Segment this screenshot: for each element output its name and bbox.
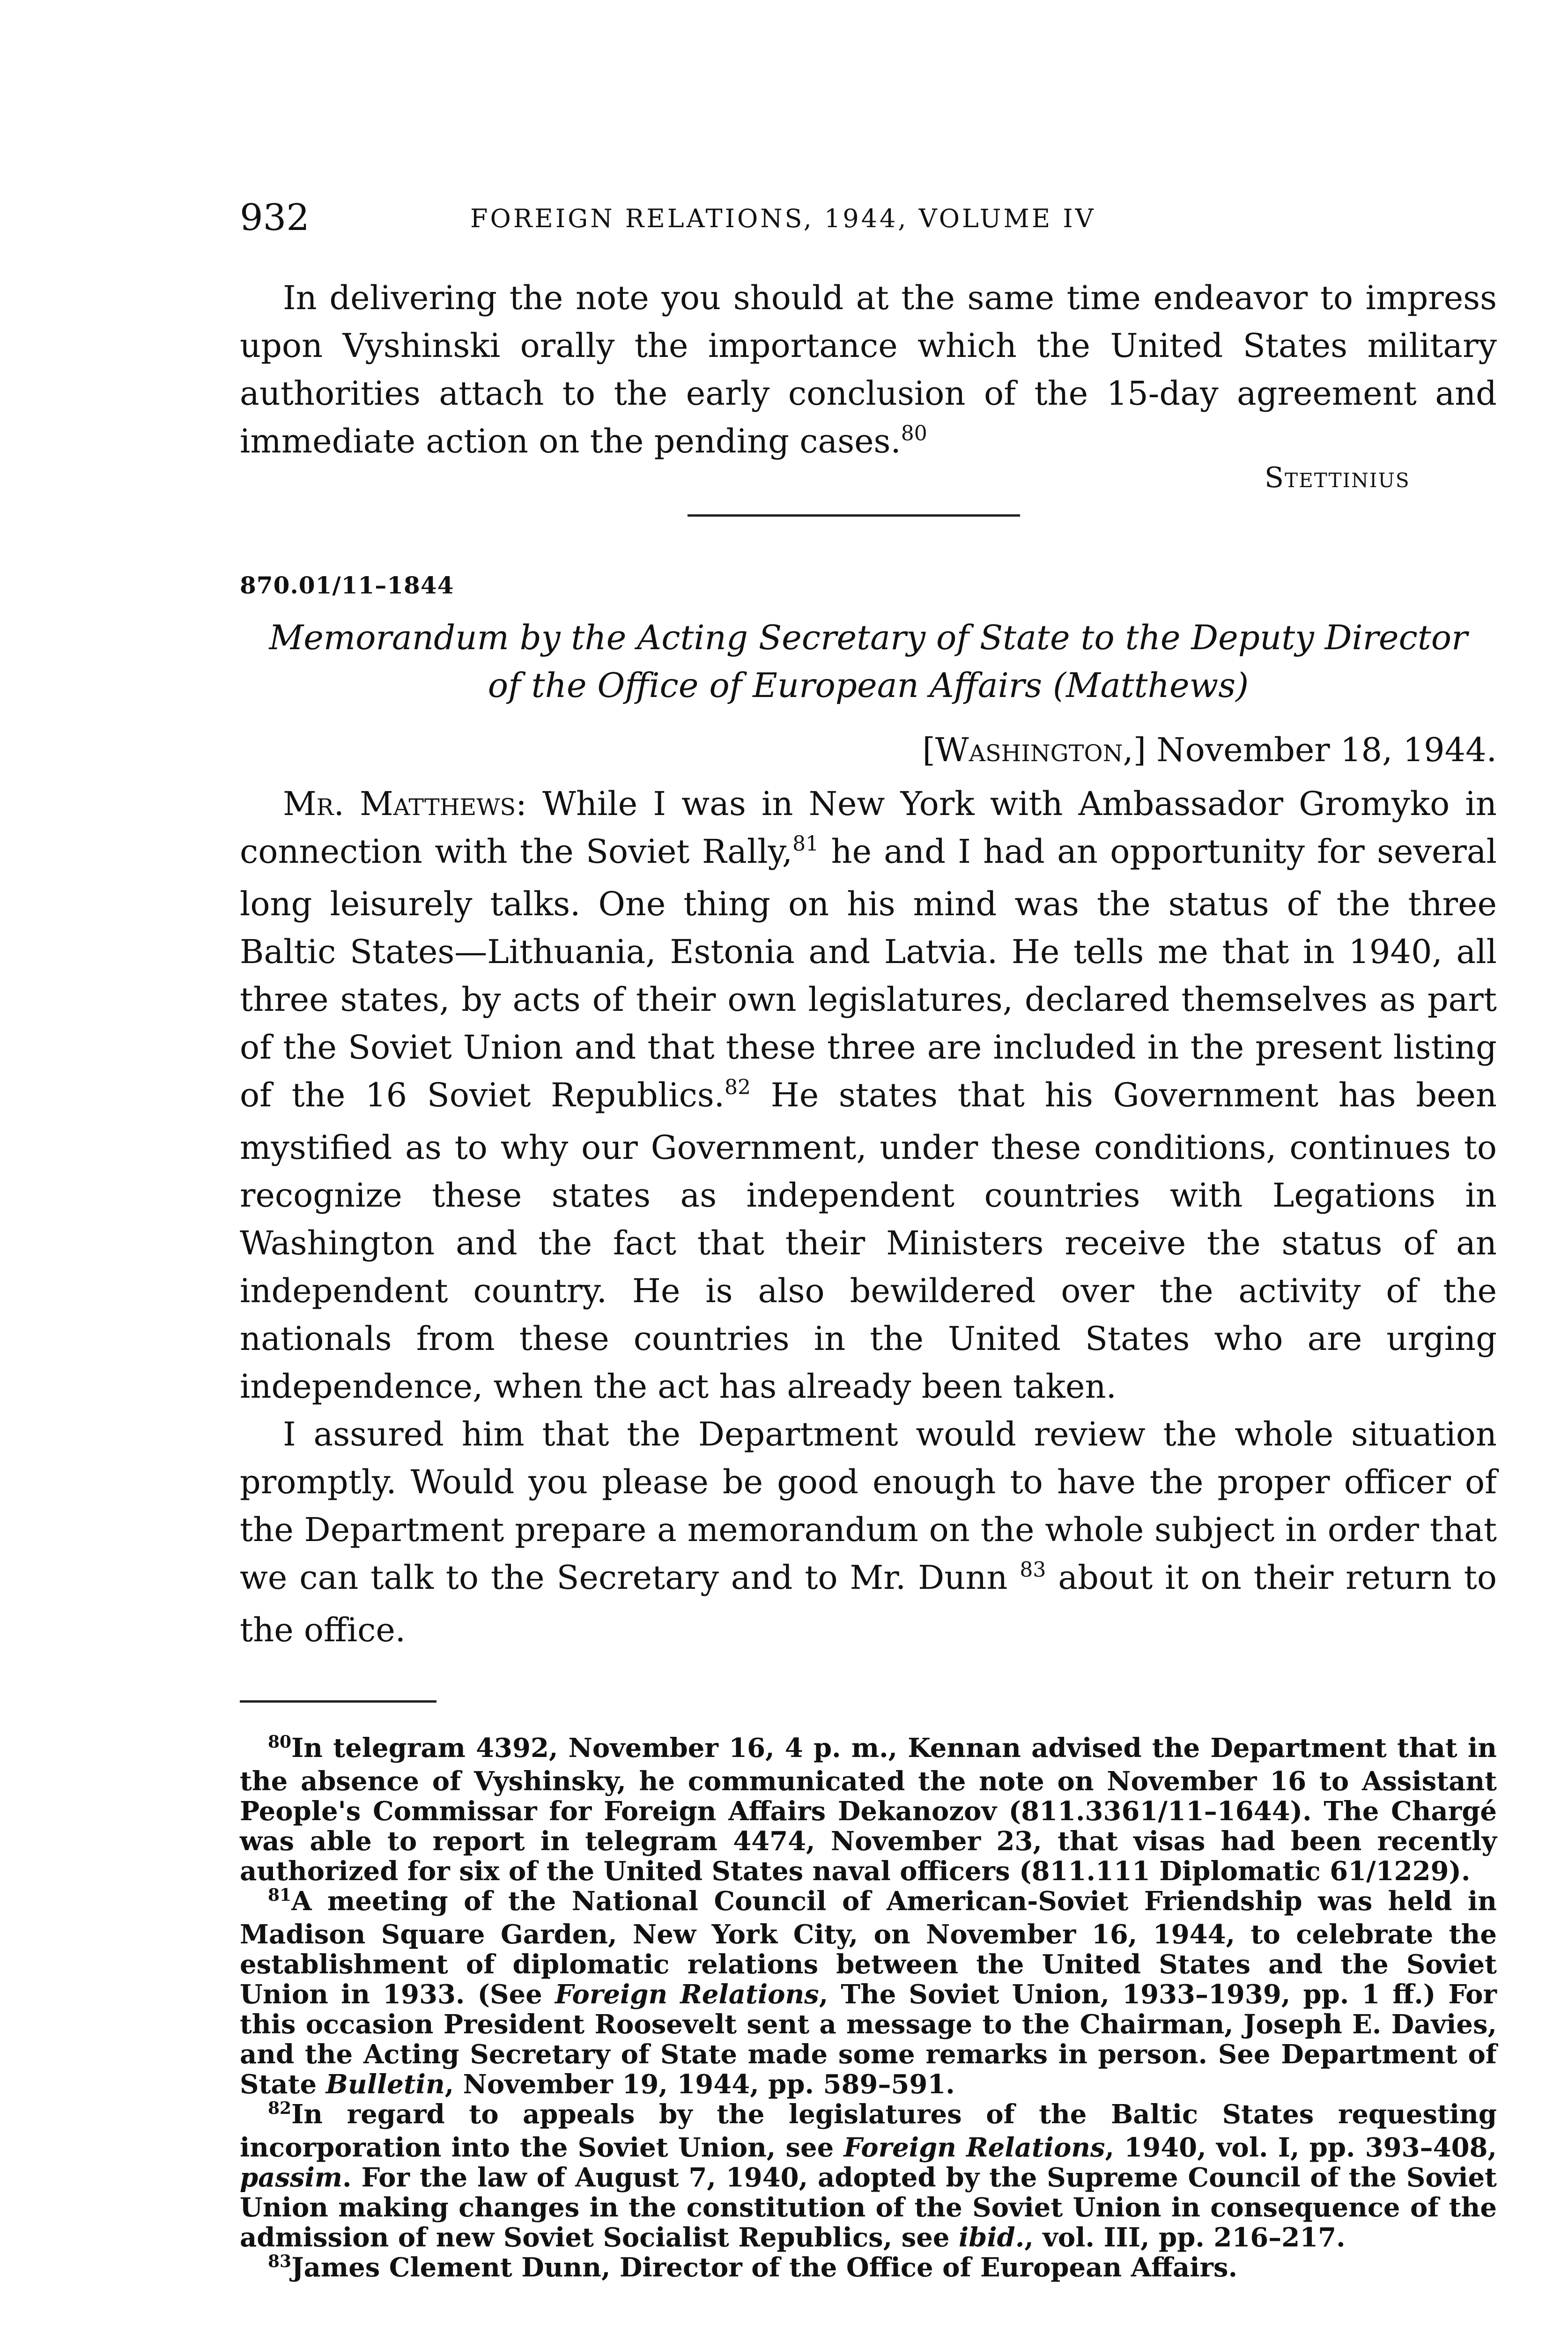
- previous-document-closing: [240, 274, 1497, 470]
- dateline: [922, 731, 1497, 769]
- footnote-number: 82: [268, 2098, 292, 2118]
- body-paragraph-1: [240, 780, 1497, 1410]
- closing-paragraph: [240, 274, 1497, 470]
- footnote-rule: [240, 1700, 436, 1703]
- footnote-italic-title: Foreign Relations: [555, 1979, 819, 2010]
- dateline-place: [Washington,]: [922, 731, 1146, 769]
- footnote-italic-title: ibid.: [958, 2222, 1025, 2253]
- page-number: 932: [240, 197, 310, 239]
- document-title: [240, 614, 1497, 709]
- body-paragraph-2: [240, 1410, 1497, 1654]
- running-head: FOREIGN RELATIONS, 1944, VOLUME IV: [470, 204, 1096, 233]
- footnote-text: A meeting of the National Council of American-Soviet Friendship was held in Madison Square Garden, New York City, on November 16, 1944, to celebrate the establishment of diplomatic relations between the United States and the Soviet Union in 1933. (See: [240, 1886, 1497, 2010]
- footnote-text: In regard to appeals by the legislatures of the Baltic States requesting incorporation into the Soviet Union, see: [240, 2099, 1497, 2163]
- footnote-text: , vol. III, pp. 216–217.: [1024, 2222, 1346, 2253]
- p2-part-b: about it on their return to the office.: [240, 1558, 1497, 1649]
- footnote-81: [240, 1886, 1497, 2099]
- p1-part-c: He states that his Government has been mystified as to why our Government, under these conditions, continues to recognize these states as independent countries with Legations in Washington and the fact that their Ministers receive the status of an independent country. He is also bewildered over the activity of the nationals from these countries in the United States who are urging independence, when the act has already been taken.: [240, 1076, 1497, 1406]
- footnote-italic-title: Foreign Relations: [843, 2132, 1105, 2163]
- footnote-ref-82[interactable]: 82: [725, 1075, 751, 1099]
- footnote-text: . For the law of August 7, 1940, adopted by the Supreme Council of the Soviet Union making changes in the constitution of the Soviet Union in consequence of the admission of new Soviet Socialist Republics, see: [240, 2162, 1497, 2253]
- footnote-italic-title: Bulletin: [325, 2069, 445, 2100]
- p1-part-a: While I was in New York with Ambassador Gromyko in connection with the Soviet Rally,: [240, 785, 1497, 871]
- footnote-83: [240, 2253, 1497, 2286]
- separator-rule: [688, 514, 1020, 517]
- closing-paragraph-text: In delivering the note you should at the same time endeavor to impress upon Vyshinski orally the importance which the United States military authorities attach to the early conclusion of the 15-day agreement and immediate action on the pending cases.: [240, 279, 1497, 460]
- title-line-1: Memorandum by the Acting Secretary of State to the Deputy Director: [269, 618, 1468, 657]
- footnote-text: In telegram 4392, November 16, 4 p. m., Kennan advised the Department that in the absence of Vyshinsky, he communicated the note on November 16 to Assistant People's Commissar for Foreign Affairs Dekanozov (811.3361/11–1644). The Chargé was able to report in telegram 4474, November 23, that visas had been recently authorized for six of the United States naval officers (811.111 Diplomatic 61/1229).: [240, 1733, 1497, 1887]
- memorandum-body: [240, 780, 1497, 1654]
- footnote-ref-80[interactable]: 80: [901, 422, 927, 445]
- p1-part-b: he and I had an opportunity for several long leisurely talks. One thing on his mind was the status of the three Baltic States—Lithuania, Estonia and Latvia. He tells me that in 1940, all three states, by acts of their own legislatures, declared themselves as part of the Soviet Union and that these three are included in the present listing of the 16 Soviet Republics.: [240, 832, 1497, 1114]
- footnote-text: , The Soviet Union, 1933–1939, pp. 1 ff.) For this occasion President Roosevelt sent a message to the Chairman, Joseph E. Davies, and the Acting Secretary of State made some remarks in person. See Department of State: [240, 1979, 1497, 2100]
- salutation: Mr. Matthews:: [283, 785, 527, 823]
- footnote-number: 80: [268, 1732, 292, 1752]
- footnote-text: , November 19, 1944, pp. 589–591.: [444, 2069, 955, 2100]
- signature: Stettinius: [1265, 461, 1410, 494]
- footnote-82: [240, 2099, 1497, 2253]
- title-line-2: of the Office of European Affairs (Matthews): [488, 666, 1249, 705]
- p2-part-a: I assured him that the Department would review the whole situation promptly. Would you please be good enough to have the proper officer of the Department prepare a memorandum on the whole subject in order that we can talk to the Secretary and to Mr. Dunn: [240, 1415, 1497, 1597]
- footnote-number: 81: [268, 1885, 292, 1905]
- footnote-ref-83[interactable]: 83: [1020, 1558, 1046, 1582]
- dateline-date: November 18, 1944.: [1156, 731, 1497, 769]
- footnote-80: [240, 1733, 1497, 1886]
- file-number: 870.01/11–1844: [240, 571, 454, 599]
- footnote-italic-title: passim: [240, 2162, 343, 2193]
- footnote-number: 83: [268, 2252, 292, 2271]
- footnote-text: James Clement Dunn, Director of the Office of European Affairs.: [291, 2252, 1238, 2283]
- footnotes: [240, 1733, 1497, 2286]
- footnote-ref-81[interactable]: 81: [792, 832, 819, 856]
- footnote-text: , 1940, vol. I, pp. 393–408,: [1105, 2132, 1497, 2163]
